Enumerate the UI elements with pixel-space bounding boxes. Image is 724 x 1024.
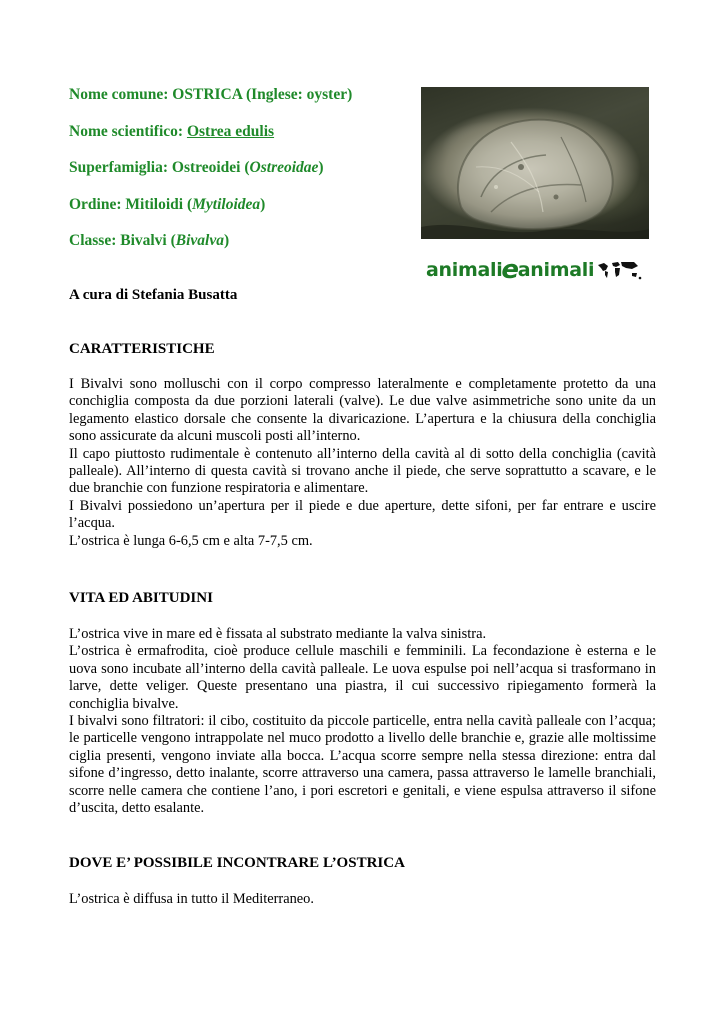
caratteristiche-body — [69, 376, 656, 550]
paragraph: I Bivalvi sono molluschi con il corpo compresso lateralmente e completamente protetto da una conchiglia composta da due porzioni laterali (valve). Le due valve asimmetriche sono unite da un legamento elastico dorsale che consente la divaricazione. L’apertura e la chiusura della conchiglia sono assicurate da alcuni muscoli posti all’interno. — [69, 376, 656, 445]
paragraph: L’ostrica è ermafrodita, cioè produce cellule maschili e femminili. La fecondazione è esterna e le uova sono incubate all’interno della cavità palleale. Le uova espulse poi nell’acqua si trasformano in larve, dette veliger. Queste presentano una piastra, il cui successivo ripiegamento formerà la conchiglia bivalve. — [69, 643, 656, 712]
heading-vita-ed-abitudini: VITA ED ABITUDINI — [69, 590, 213, 606]
superfamily: Superfamiglia: Ostreoidei (Ostreoidae) — [69, 159, 324, 176]
scientific-name: Nome scientifico: Ostrea edulis — [69, 123, 275, 140]
paragraph: L’ostrica vive in mare ed è fissata al substrato mediante la valva sinistra. — [69, 626, 487, 642]
scientific-name-link[interactable]: Ostrea edulis — [186, 123, 275, 140]
heading-caratteristiche: CARATTERISTICHE — [69, 341, 215, 357]
vita-body — [69, 626, 656, 817]
author-line: A cura di Stefania Busatta — [69, 287, 238, 303]
paragraph: Il capo piuttosto rudimentale è contenuto all’interno della cavità al di sotto della conchiglia (cavità palleale). All’interno di questa cavità si trovano anche il piede, che serve soprattutto a scavare, e le due branchie con funzione respiratoria e alimentare. — [69, 445, 656, 497]
class: Classe: Bivalvi (Bivalva) — [69, 232, 230, 249]
paragraph: L’ostrica è lunga 6-6,5 cm e alta 7-7,5 cm. — [69, 532, 313, 549]
heading-dove: DOVE E’ POSSIBILE INCONTRARE L’OSTRICA — [69, 855, 405, 871]
paragraph: I bivalvi sono filtratori: il cibo, costituito da piccole particelle, entra nella cavità palleale con l’acqua; le particelle vengono intrappolate nel muco prodotto a livello delle branchie e, grazie alle moltissime ciglia presenti, vengono inviate alla bocca. L’acqua scorre sempre nella stessa direzione: entra dal sifone d’ingresso, detto inalante, scorre attraverso una camera, passa attraverso le lamelle branchiali, scorre nelle camera che contiene l’ano, i pori escretori e genitali, e viene espulsa attraverso il sifone d’uscita, detto esalante. — [69, 713, 656, 817]
dove-text: L’ostrica è diffusa in tutto il Mediterraneo. — [69, 891, 314, 907]
oyster-photo — [421, 87, 649, 239]
order: Ordine: Mitiloidi (Mytiloidea) — [69, 196, 266, 213]
world-map-icon — [596, 259, 642, 281]
oyster-texture — [421, 87, 649, 239]
animali-e-animali-logo: animali e animali — [426, 254, 648, 286]
common-name: Nome comune: OSTRICA (Inglese: oyster) — [69, 86, 353, 103]
paragraph: I Bivalvi possiedono un’apertura per il piede e due aperture, dette sifoni, per far entrare e uscire l’acqua. — [69, 497, 656, 532]
